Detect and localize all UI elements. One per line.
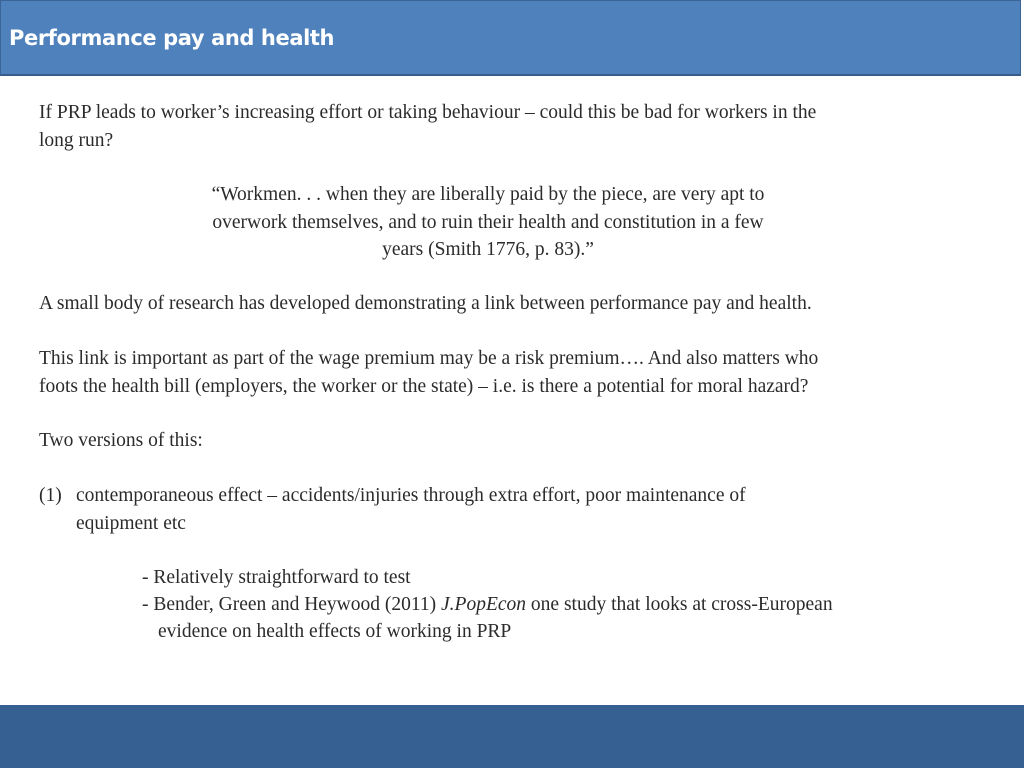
footer-bar — [0, 705, 1024, 768]
sub-point-1: - Relatively straightforward to test — [142, 567, 411, 588]
sub-point-2-suffix: one study that looks at cross-European — [526, 594, 833, 615]
list-item-number: (1) — [39, 485, 62, 506]
slide-title: Performance pay and health — [9, 26, 335, 50]
intro-line-2: long run? — [39, 129, 114, 151]
quote-line-1: “Workmen. . . when they are liberally paid by the piece, are very apt to — [211, 184, 765, 205]
title-bar — [0, 0, 1021, 76]
link-importance-paragraph — [39, 345, 818, 400]
sub-point-2-prefix: - Bender, Green and Heywood (2011) — [142, 594, 442, 615]
quote-line-2: overwork themselves, and to ruin their health and constitution in a few — [212, 211, 764, 233]
link-line-1: This link is important as part of the wage premium may be a risk premium…. And also matters who — [39, 348, 819, 369]
list-item-1-line-1: contemporaneous effect – accidents/injuries through extra effort, poor maintenance of — [76, 485, 746, 506]
quote-line-3: years (Smith 1776, p. 83).” — [382, 239, 594, 260]
intro-paragraph — [39, 99, 816, 154]
smith-quote — [150, 181, 826, 264]
sub-point-2-line-2: evidence on health effects of working in PRP — [158, 621, 512, 642]
sub-point-2 — [142, 591, 833, 619]
journal-name: J.PopEcon — [441, 594, 527, 615]
versions-heading: Two versions of this: — [39, 430, 203, 451]
link-line-2: foots the health bill (employers, the worker or the state) – i.e. is there a potential for moral hazard? — [39, 375, 809, 397]
intro-line-1: If PRP leads to worker’s increasing effort or taking behaviour – could this be bad for workers in the — [39, 102, 817, 123]
research-statement: A small body of research has developed demonstrating a link between performance pay and health. — [39, 293, 812, 314]
list-item-1-line-2: equipment etc — [76, 512, 186, 534]
list-item-1 — [76, 482, 746, 537]
